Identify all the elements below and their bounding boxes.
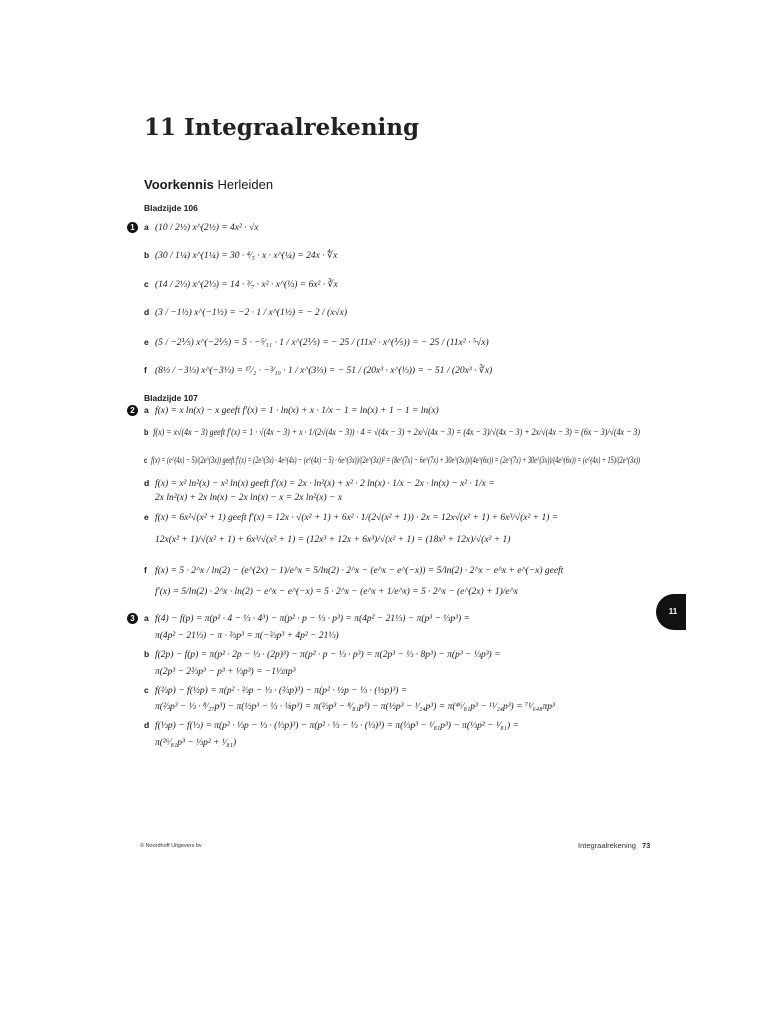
answer-line xyxy=(144,648,501,661)
answer-line xyxy=(144,306,347,319)
answer-text: f(2p) − f(p) = π(p² · 2p − ⅓ · (2p)³) − π(p² · p − ⅓ · p³) = π(2p³ − ⅓ · 8p³) − π(p³ − ⅓p³) = xyxy=(155,650,501,660)
answer-text: f(⅔p) − f(½p) = π(p² · ⅔p − ⅓ · (⅔p)³) − π(p² · ½p − ⅓ · (½p)³) = xyxy=(155,686,408,696)
footer-copyright: © Noordhoff Uitgevers bv xyxy=(140,843,202,849)
answer-text: (30 / 1¼) x^(1¼) = 30 · ⁴⁄₅ · x · x^(¼) = 24x · ∜x xyxy=(155,251,338,261)
answer-line xyxy=(144,737,236,749)
answer-letter: c xyxy=(144,455,148,465)
chapter-tab-marker: 11 xyxy=(656,594,686,630)
answer-text: π(⅔p³ − ⅓ · ⁸⁄₂₇p³) − π(½p³ − ⅓ · ⅛p³) = π(⅔p³ − ⁸⁄₈₁p³) − π(½p³ − ¹⁄₂₄p³) = π(⁴⁶⁄₈₁p³ − ¹¹⁄₂₄p³) = ⁷¹⁄₆₄₈πp³ xyxy=(155,702,555,712)
answer-text: f(⅓p) − f(⅓) = π(p² · ⅓p − ⅓ · (⅓p)³) − π(p² · ⅓ − ⅓ · (⅓)³) = π(⅓p³ − ¹⁄₈₁p³) − π(⅓p² − ¹⁄₈₁) = xyxy=(155,721,519,731)
answer-letter: e xyxy=(144,512,149,522)
answer-letter: a xyxy=(144,405,149,415)
answer-text: f(x) = x² ln²(x) − x² ln(x) geeft f′(x) = 2x · ln²(x) + x² · 2 ln(x) · 1/x − 2x · ln(x) − x² · 1/x = xyxy=(155,479,495,489)
chapter-title: 11 Integraalrekening xyxy=(144,114,420,141)
page-label-107: Bladzijde 107 xyxy=(144,393,198,403)
answer-letter: e xyxy=(144,337,149,347)
answer-line xyxy=(144,586,518,598)
answer-text: f(x) = (e^(4x) − 5)/(2e^(3x)) geeft f′(x) = (2e^(3x) · 4e^(4x) − (e^(4x) − 5) · 6e^(3x))/(2e^(3x))² = (8e^(7x) − 6e^(7x) + 30e^(3x))/(4e^(6x)) = (2e^(7x) + 30e^(3x))/(4e^(6x)) = (e^(4x) + 15)/(2e^(3x)) xyxy=(151,456,640,466)
answer-letter: d xyxy=(144,307,150,317)
answer-line xyxy=(144,564,563,577)
answer-line xyxy=(144,492,342,504)
answer-line xyxy=(144,404,439,417)
answer-text: f′(x) = 5/ln(2) · 2^x · ln(2) − e^x − e^(−x) = 5 · 2^x − (e^x + 1/e^x) = 5 · 2^x − (e^(2x) + 1)/e^x xyxy=(155,587,518,597)
section-title-bold: Voorkennis xyxy=(144,177,214,192)
answer-line xyxy=(144,630,339,642)
answer-letter: a xyxy=(144,222,149,232)
footer-page-info xyxy=(578,841,650,850)
answer-text: f(x) = 6x²√(x² + 1) geeft f′(x) = 12x · √(x² + 1) + 6x² · 1/(2√(x² + 1)) · 2x = 12x√(x² + 1) + 6x³/√(x² + 1) = xyxy=(155,513,559,523)
answer-line xyxy=(144,666,296,678)
exercise-number: 2 xyxy=(127,405,138,416)
answer-letter: b xyxy=(144,250,150,260)
answer-text: (14 / 2⅓) x^(2⅓) = 14 · ³⁄₇ · x² · x^(⅓) = 6x² · ∛x xyxy=(155,280,338,290)
footer-subject: Integraalrekening xyxy=(578,841,636,850)
answer-letter: f xyxy=(144,565,147,575)
page-label-106: Bladzijde 106 xyxy=(144,203,198,213)
answer-text: (3 / −1½) x^(−1½) = −2 · 1 / x^(1½) = − 2 / (x√x) xyxy=(155,308,348,318)
answer-text: f(x) = 5 · 2^x / ln(2) − (e^(2x) − 1)/e^x = 5/ln(2) · 2^x − (e^x − e^(−x)) = 5/ln(2) · 2^x − e^x + e^(−x) geeft xyxy=(155,566,564,576)
answer-line xyxy=(144,534,510,546)
answer-line xyxy=(144,684,407,697)
answer-line xyxy=(144,477,495,490)
exercise-number: 1 xyxy=(127,222,138,233)
answer-text: π(2p³ − 2⅔p³ − p³ + ⅓p³) = −1⅓πp³ xyxy=(155,667,296,677)
answer-text: π(²⁶⁄₈₁p³ − ⅓p² + ¹⁄₈₁) xyxy=(155,738,237,748)
answer-line xyxy=(144,426,640,439)
answer-letter: f xyxy=(144,365,147,375)
answer-text: 2x ln²(x) + 2x ln(x) − 2x ln(x) − x = 2x ln²(x) − x xyxy=(155,493,343,503)
answer-line xyxy=(144,701,555,713)
answer-letter: c xyxy=(144,685,149,695)
answer-letter: b xyxy=(144,649,150,659)
answer-line xyxy=(144,336,489,349)
answer-text: (10 / 2½) x^(2½) = 4x² · √x xyxy=(155,223,259,233)
page-number: 73 xyxy=(641,841,651,850)
answer-line xyxy=(144,719,519,732)
answer-letter: b xyxy=(144,427,149,437)
exercise-number: 3 xyxy=(127,613,138,624)
answer-line xyxy=(144,511,558,524)
answer-letter: a xyxy=(144,613,149,623)
answer-text: 12x(x² + 1)/√(x² + 1) + 6x³/√(x² + 1) = (12x³ + 12x + 6x³)/√(x² + 1) = (18x³ + 12x)/√(x² + 1) xyxy=(155,535,511,545)
answer-line xyxy=(144,249,337,262)
answer-text: (5 / −2⅕) x^(−2⅕) = 5 · −⁵⁄₁₁ · 1 / x^(2⅕) = − 25 / (11x² · x^(⅕)) = − 25 / (11x² · ⁵√x) xyxy=(155,338,489,348)
answer-text: π(4p² − 21⅓) − π · ⅔p³ = π(−⅔p³ + 4p² − 21⅓) xyxy=(155,631,339,641)
section-title xyxy=(144,177,273,192)
answer-line xyxy=(144,364,492,377)
answer-line xyxy=(144,612,470,625)
answer-text: f(4) − f(p) = π(p² · 4 − ⅓ · 4³) − π(p² · p − ⅓ · p³) = π(4p² − 21⅓) − π(p³ − ⅓p³) = xyxy=(155,614,470,624)
answer-line xyxy=(144,221,258,234)
answer-letter: c xyxy=(144,279,149,289)
answer-text: f(x) = x√(4x − 3) geeft f′(x) = 1 · √(4x − 3) + x · 1/(2√(4x − 3)) · 4 = √(4x − 3) + 2x/√(4x − 3) = (4x − 3)/√(4x − 3) + 2x/√(4x − 3) = (6x − 3)/√(4x − 3) xyxy=(153,428,641,438)
section-title-rest: Herleiden xyxy=(217,177,274,192)
answer-letter: d xyxy=(144,478,150,488)
answer-line xyxy=(144,454,640,467)
answer-line xyxy=(144,278,338,291)
answer-text: f(x) = x ln(x) − x geeft f′(x) = 1 · ln(x) + x · 1/x − 1 = ln(x) + 1 − 1 = ln(x) xyxy=(155,406,439,416)
answer-letter: d xyxy=(144,720,150,730)
answer-text: (8½ / −3⅓) x^(−3⅓) = ¹⁷⁄₂ · −³⁄₁₀ · 1 / x^(3⅓) = − 51 / (20x³ · x^(⅓)) = − 51 / (20x³ · ∛x) xyxy=(155,366,493,376)
